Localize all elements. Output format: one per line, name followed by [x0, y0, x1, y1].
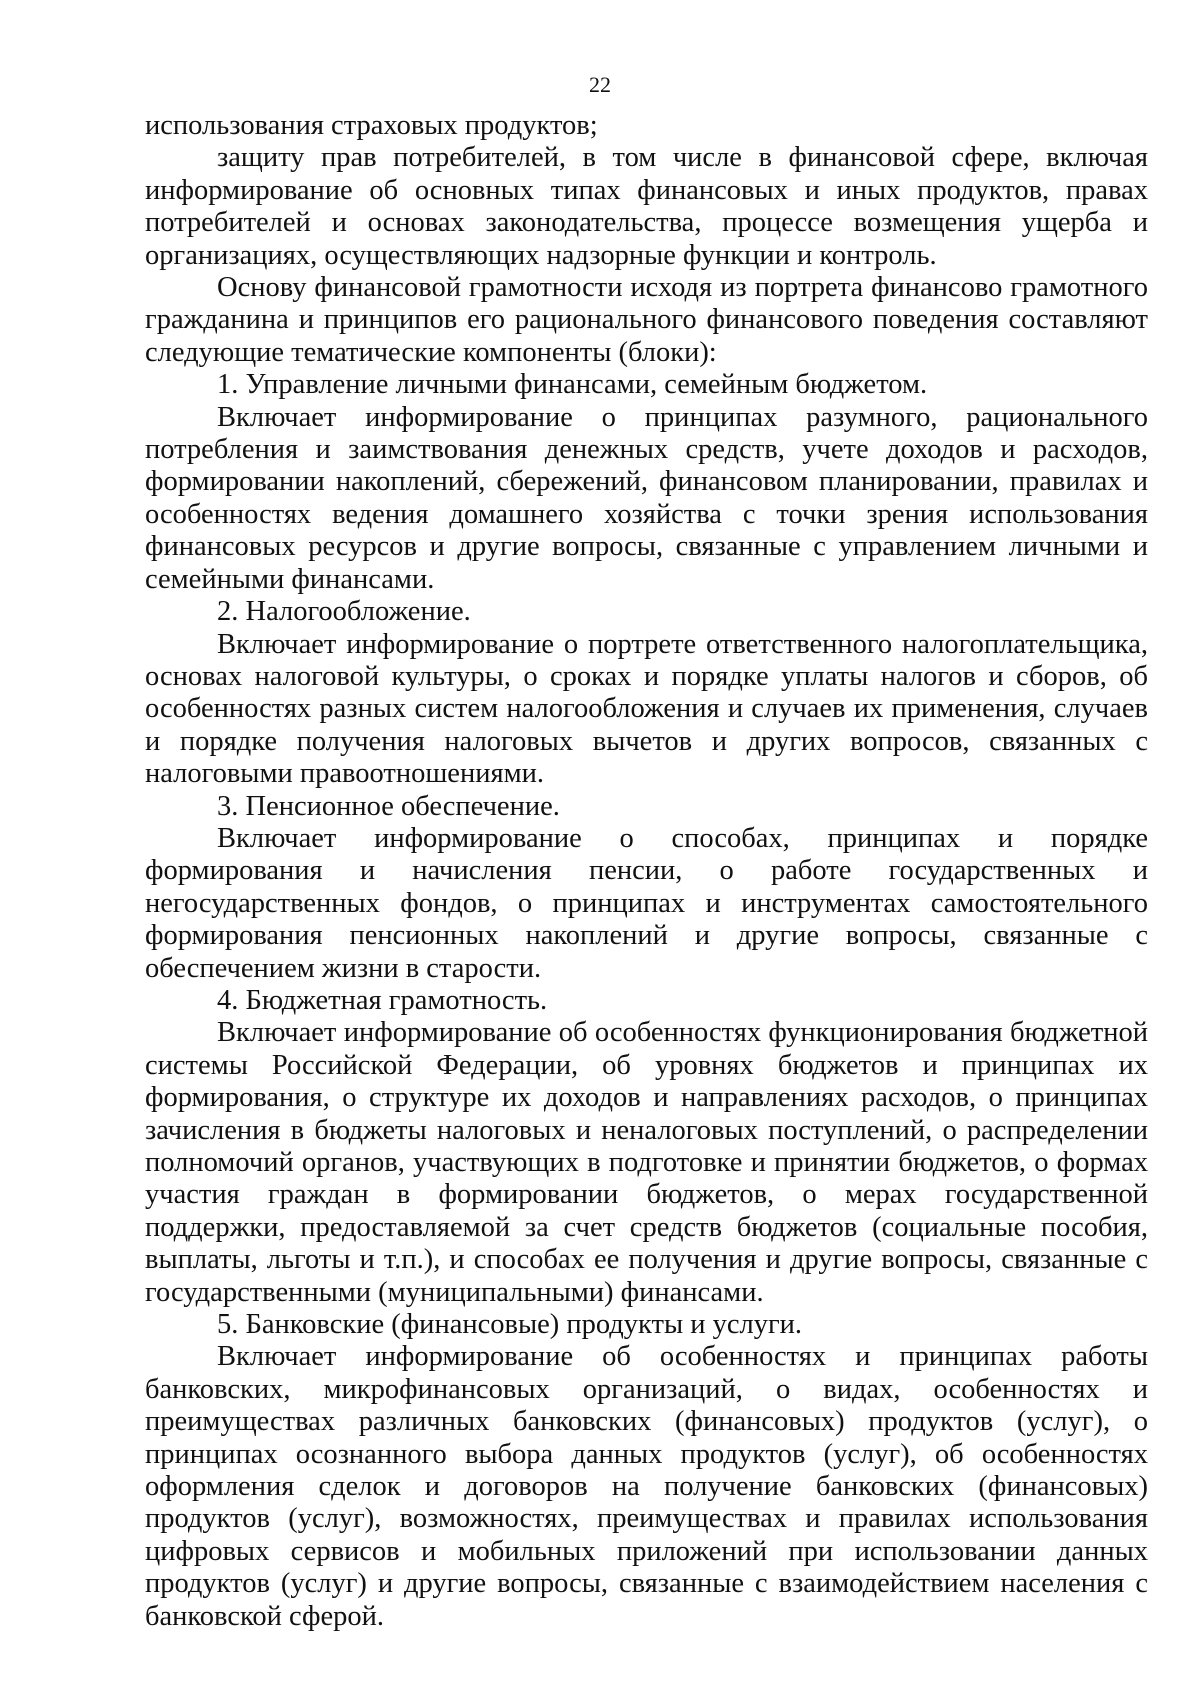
paragraph-thematic-components-intro: Основу финансовой грамотности исходя из портрета финансово грамотного гражданина и принципов его рационального финансового поведения составляют следующие тематические компоненты (блоки):: [145, 272, 1148, 368]
paragraph-pension: Включает информирование о способах, принципах и порядке формирования и начисления пенсии, о работе государственных и негосударственных фондов, о принципах и инструментах самостоятельного формирования пенсионных накоплений и другие вопросы, связанные с обеспечением жизни в старости.: [145, 822, 1148, 984]
page-number: 22: [589, 72, 611, 97]
paragraph-banking-products: Включает информирование об особенностях и принципах работы банковских, микрофинансовых организаций, о видах, особенностях и преимуществах различных банковских (финансовых) продуктов (услуг), о принципах осознанного выбора данных продуктов (услуг), об особенностях оформления сделок и договоров на получение банковских (финансовых) продуктов (услуг), возможностях, преимуществах и правилах использования цифровых сервисов и мобильных приложений при использовании данных продуктов (услуг) и другие вопросы, связанные с взаимодействием населения с банковской сферой.: [145, 1341, 1148, 1632]
block-heading-pension: 3. Пенсионное обеспечение.: [217, 790, 560, 822]
paragraph-personal-finance: Включает информирование о принципах разумного, рационального потребления и заимствования денежных средств, учете доходов и расходов, формировании накоплений, сбережений, финансовом планировании, правилах и особенностях ведения домашнего хозяйства с точки зрения использования финансовых ресурсов и другие вопросы, связанные с управлением личными и семейными финансами.: [145, 401, 1148, 595]
block-heading-personal-finance: 1. Управление личными финансами, семейным бюджетом.: [217, 369, 928, 401]
block-heading-taxation: 2. Налогообложение.: [217, 596, 471, 628]
paragraph-consumer-protection: защиту прав потребителей, в том числе в финансовой сфере, включая информирование об основных типах финансовых и иных продуктов, правах потребителей и основах законодательства, процессе возмещения ущерба и организациях, осуществляющих надзорные функции и контроль.: [145, 142, 1148, 271]
block-heading-banking-products: 5. Банковские (финансовые) продукты и услуги.: [217, 1309, 803, 1341]
paragraph-taxation: Включает информирование о портрете ответственного налогоплательщика, основах налоговой культуры, о сроках и порядке уплаты налогов и сборов, об особенностях разных систем налогообложения и случаев их применения, случаев и порядке получения налоговых вычетов и других вопросов, связанных с налоговыми правоотношениями.: [145, 628, 1148, 790]
paragraph-continuation: использования страховых продуктов;: [145, 110, 598, 141]
block-heading-budget-literacy: 4. Бюджетная грамотность.: [217, 984, 548, 1016]
paragraph-budget-literacy: Включает информирование об особенностях функционирования бюджетной системы Российской Федерации, об уровнях бюджетов и принципах их формирования, о структуре их доходов и направлениях расходов, о принципах зачисления в бюджеты налоговых и неналоговых поступлений, о распределении полномочий органов, участвующих в подготовке и принятии бюджетов, о формах участия граждан в формировании бюджетов, о мерах государственной поддержки, предоставляемой за счет средств бюджетов (социальные пособия, выплаты, льготы и т.п.), и способах ее получения и другие вопросы, связанные с государственными (муниципальными) финансами.: [145, 1017, 1148, 1308]
document-body: [145, 110, 1148, 1633]
